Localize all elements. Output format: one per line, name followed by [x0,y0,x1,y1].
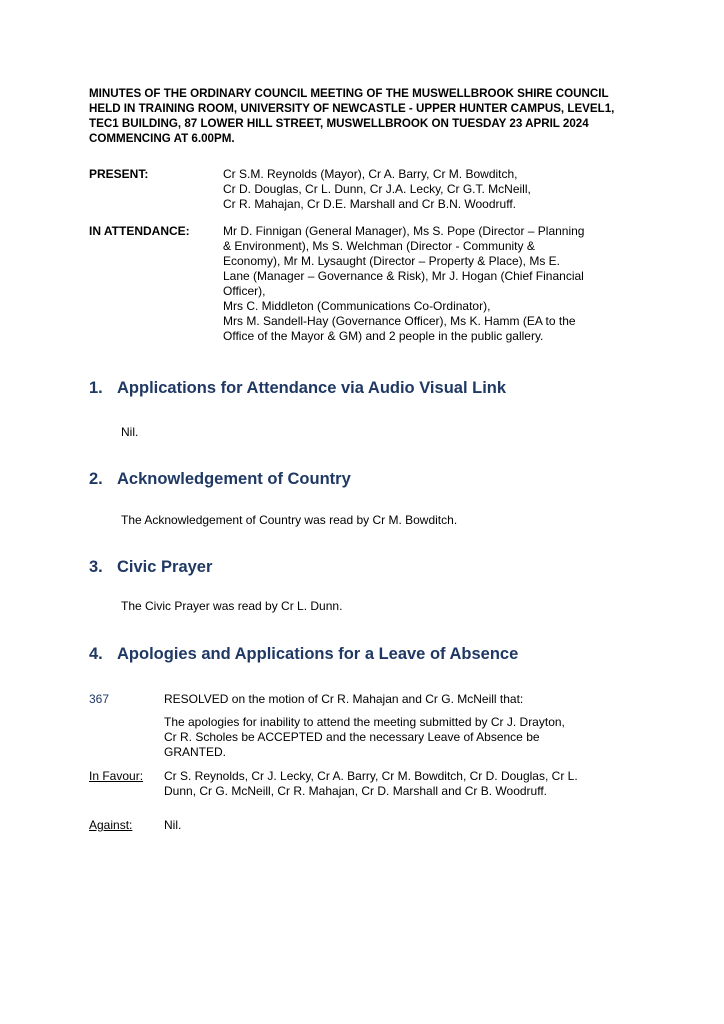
section-number: 4. [89,645,103,663]
resolution-line: Cr R. Scholes be ACCEPTED and the necessary Leave of Absence be [164,730,540,744]
against-value: Nil. [164,818,182,832]
section-title: Acknowledgement of Country [117,470,351,488]
section-heading-2 [89,469,351,489]
attendance-line: Office of the Mayor & GM) and 2 people in the public gallery. [223,329,544,343]
attendance-line: Mr D. Finnigan (General Manager), Ms S. Pope (Director – Planning [223,224,585,238]
resolution-motion: RESOLVED on the motion of Cr R. Mahajan and Cr G. McNeill that: [164,692,524,706]
resolution-line: GRANTED. [164,745,227,759]
section-number: 1. [89,379,103,397]
resolution-line: The apologies for inability to attend the meeting submitted by Cr J. Drayton, [164,715,565,729]
section-heading-3 [89,557,212,577]
in-favour-line: Dunn, Cr G. McNeill, Cr R. Mahajan, Cr D. Marshall and Cr B. Woodruff. [164,784,548,798]
present-line: Cr S.M. Reynolds (Mayor), Cr A. Barry, Cr M. Bowditch, [223,167,518,181]
present-list [223,167,633,212]
section-number: 3. [89,558,103,576]
attendance-list [223,224,633,344]
section-heading-1 [89,378,506,398]
section-body-1: Nil. [121,425,139,439]
resolution-number: 367 [89,692,110,706]
section-heading-4 [89,644,518,664]
attendance-line: & Environment), Ms S. Welchman (Director - Community & [223,239,535,253]
attendance-line: Officer), [223,284,266,298]
minutes-title: MINUTES OF THE ORDINARY COUNCIL MEETING OF THE MUSWELLBROOK SHIRE COUNCIL HELD IN TRAINING ROOM, UNIVERSITY OF NEWCASTLE - UPPER HUNTER CAMPUS, LEVEL1, TEC1 BUILDING, 87 LOWER HILL STREET, MUSWELLBROOK ON TUESDAY 23 APRIL 2024 COMMENCING AT 6.00PM. [89,87,615,145]
attendance-label: IN ATTENDANCE: [89,224,190,238]
in-favour-line: Cr S. Reynolds, Cr J. Lecky, Cr A. Barry, Cr M. Bowditch, Cr D. Douglas, Cr L. [164,769,578,783]
section-body-3: The Civic Prayer was read by Cr L. Dunn. [121,599,343,613]
attendance-line: Mrs C. Middleton (Communications Co-Ordinator), [223,299,491,313]
present-line: Cr R. Mahajan, Cr D.E. Marshall and Cr B.N. Woodruff. [223,197,516,211]
section-body-2: The Acknowledgement of Country was read by Cr M. Bowditch. [121,513,458,527]
resolution-text [164,715,634,760]
against-label: Against: [89,818,133,832]
in-favour-label: In Favour: [89,769,144,783]
section-title: Civic Prayer [117,558,213,576]
present-line: Cr D. Douglas, Cr L. Dunn, Cr J.A. Lecky, Cr G.T. McNeill, [223,182,531,196]
attendance-line: Economy), Mr M. Lysaught (Director – Property & Place), Ms E. [223,254,560,268]
attendance-line: Mrs M. Sandell-Hay (Governance Officer), Ms K. Hamm (EA to the [223,314,576,328]
attendance-line: Lane (Manager – Governance & Risk), Mr J. Hogan (Chief Financial [223,269,584,283]
section-title: Applications for Attendance via Audio Visual Link [117,379,507,397]
in-favour-list [164,769,634,799]
section-title: Apologies and Applications for a Leave of Absence [117,645,519,663]
section-number: 2. [89,470,103,488]
present-label: PRESENT: [89,167,149,181]
